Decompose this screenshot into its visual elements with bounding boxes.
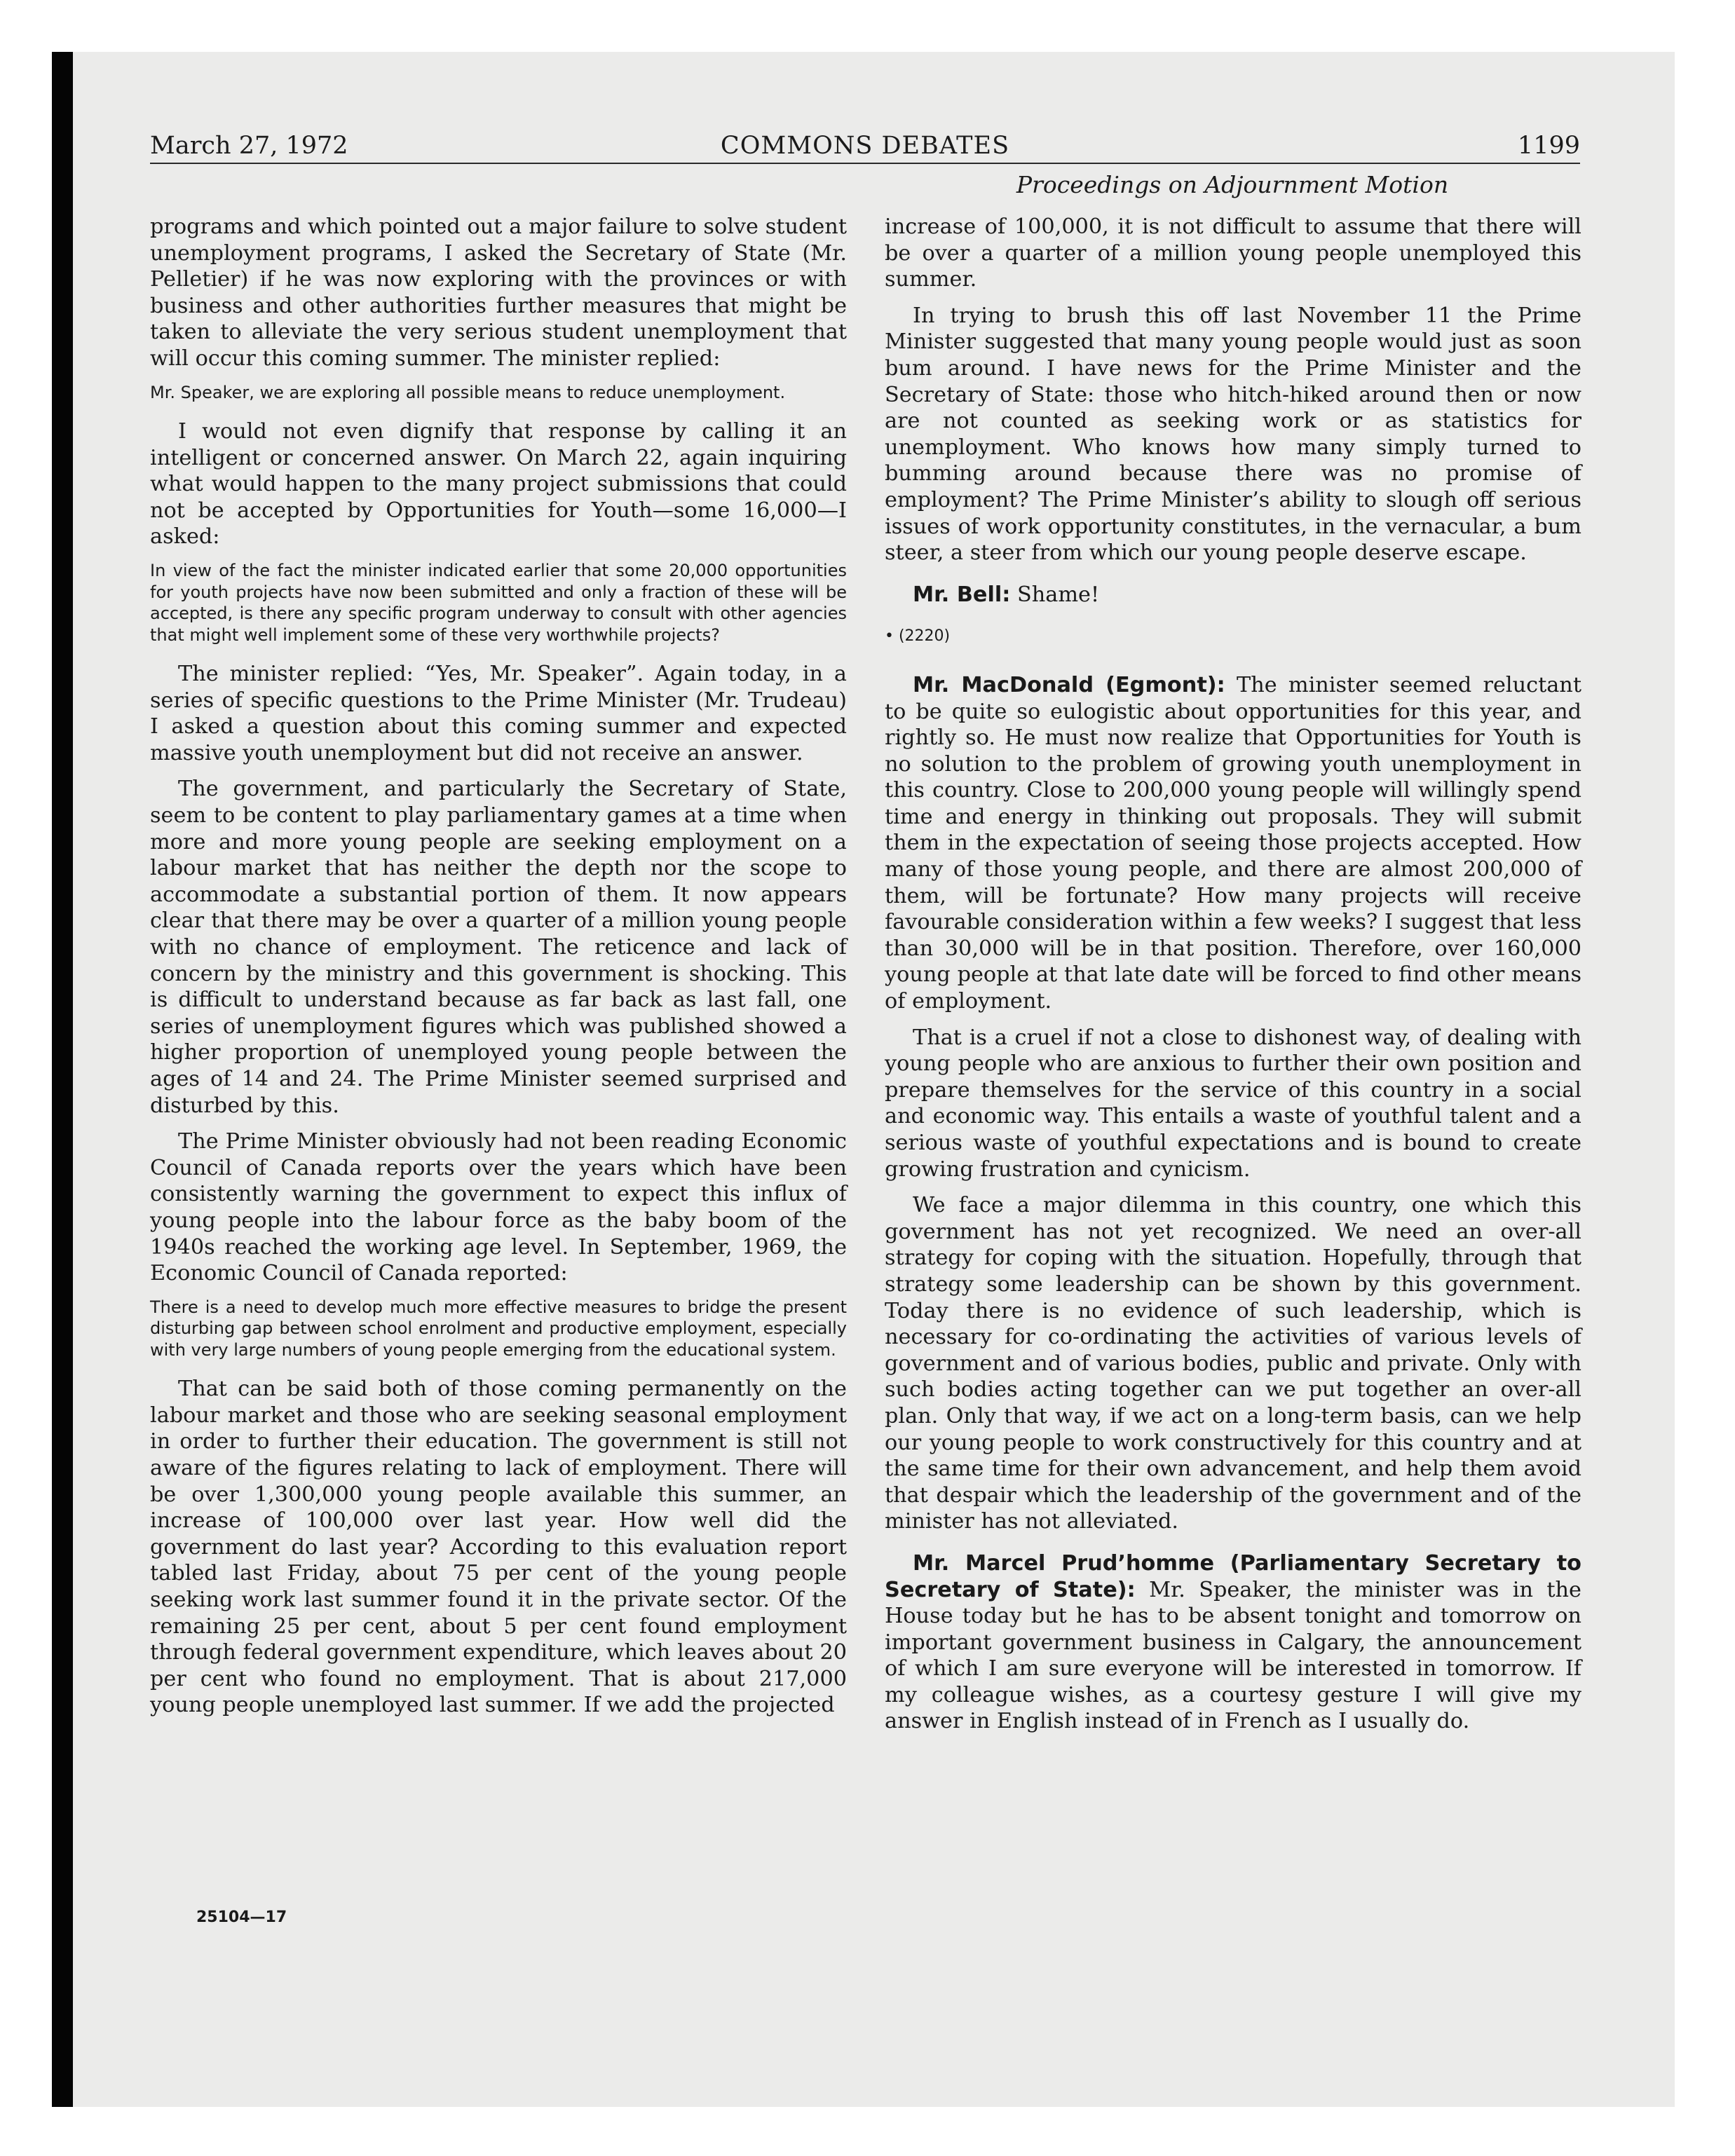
block-quote: In view of the fact the minister indicated earlier that some 20,000 opportunities for youth projects have now been submitted and only a fraction of these will be accepted, is there any specific program underway to consult with other agencies that might well implement some of these very worthwhile projects?	[150, 561, 847, 645]
speaker-name: Mr. MacDonald (Egmont):	[913, 672, 1225, 697]
paragraph: The Prime Minister obviously had not been reading Economic Council of Canada reports over the years which have been consistently warning the government to expect this influx of young people into the labour force as the baby boom of the 1940s reached the working age level. In September, 1969, the Economic Council of Canada reported:	[150, 1129, 847, 1286]
left-column	[150, 214, 847, 1728]
paragraph: increase of 100,000, it is not difficult to assume that there will be over a quarter of a million young people unemployed this summer.	[885, 214, 1581, 292]
print-code: 25104—17	[196, 1909, 287, 1926]
speech-prudhomme	[885, 1550, 1581, 1735]
binding-edge	[52, 52, 73, 2107]
block-quote: Mr. Speaker, we are exploring all possible means to reduce unemployment.	[150, 382, 786, 402]
speech-text: The minister seemed reluctant to be quite so eulogistic about opportunities for this year, and rightly so. He must now realize that Opportunities for Youth is no solution to the problem of growing youth unemployment in this country. Close to 200,000 young people will willingly spend time and energy in thinking out proposals. They will submit them in the expectation of seeing those projects accepted. How many of those young people, and there are almost 200,000 of them, will be fortunate? How many projects will receive favourable consideration within a few weeks? I suggest that less than 30,000 will be in that position. Therefore, over 160,000 young people at that late date will be forced to find other means of employment.	[885, 672, 1581, 1014]
running-header	[150, 126, 1580, 164]
block-quote: There is a need to develop much more effective measures to bridge the present disturbing gap between school enrolment and productive employment, especially with very large numbers of young people emerging from the educational system.	[150, 1297, 847, 1360]
paragraph: That can be said both of those coming permanently on the labour market and those who are seeking seasonal employment in order to further their education. The government is still not aware of the figures relating to lack of employment. There will be over 1,300,000 young people available this summer, an increase of 100,000 over last year. How well did the government do last year? According to this evaluation report tabled last Friday, about 75 per cent of the young people seeking work last summer found it in the private sector. Of the remaining 25 per cent, about 5 per cent found employment through federal government expenditure, which leaves about 20 per cent who found no employment. That is about 217,000 young people unemployed last summer. If we add the projected	[150, 1377, 847, 1718]
paragraph: That is a cruel if not a close to dishonest way, of dealing with young people who are anxious to further their own position and prepare themselves for the service of this country in a social and economic way. This entails a waste of youthful talent and a serious waste of youthful expectations and is bound to create growing frustration and cynicism.	[885, 1025, 1581, 1182]
speech-bell	[885, 582, 1581, 608]
time-marker: • (2220)	[885, 627, 951, 646]
paragraph: In trying to brush this off last November 11 the Prime Minister suggested that many young people would just as soon bum around. I have news for the Prime Minister and the Secretary of State: those who hitch-hiked around then or now are not counted as seeking work or as statistics for unemployment. Who knows how many simply turned to bumming around because there was no promise of employment? The Prime Minister’s ability to slough off serious issues of work opportunity constitutes, in the vernacular, a bum steer, a steer from which our young people deserve escape.	[885, 303, 1581, 566]
speech-text: Shame!	[1017, 582, 1100, 607]
page-number: 1199	[1517, 132, 1580, 160]
section-subheading: Proceedings on Adjournment Motion	[1016, 171, 1449, 198]
paragraph: The government, and particularly the Secretary of State, seem to be content to play parliamentary games at a time when more and more young people are seeking employment on a labour market that has neither the depth nor the scope to accommodate a substantial portion of them. It now appears clear that there may be over a quarter of a million young people with no chance of employment. The reticence and lack of concern by the ministry and this government is shocking. This is difficult to understand because as far back as last fall, one series of unemployment figures which was published showed a higher proportion of unemployed young people between the ages of 14 and 24. The Prime Minister seemed surprised and disturbed by this.	[150, 777, 847, 1118]
header-date: March 27, 1972	[150, 132, 348, 160]
paragraph: The minister replied: “Yes, Mr. Speaker”. Again today, in a series of specific questions to the Prime Minister (Mr. Trudeau) I asked a question about this coming summer and expected massive youth unemployment but did not receive an answer.	[150, 662, 847, 765]
speech-text: Mr. Speaker, the minister was in the House today but he has to be absent tonight and tomorrow on important government business in Calgary, the announcement of which I am sure everyone will be interested in tomorrow. If my colleague wishes, as a courtesy gesture I will give my answer in English instead of in French as I usually do.	[885, 1577, 1581, 1734]
paragraph: I would not even dignify that response by calling it an intelligent or concerned answer. On March 22, again inquiring what would happen to the many project submissions that could not be accepted by Opportunities for Youth—some 16,000—I asked:	[150, 419, 847, 550]
paragraph: programs and which pointed out a major failure to solve student unemployment programs, I asked the Secretary of State (Mr. Pelletier) if he was now exploring with the provinces or with business and other authorities further measures that might be taken to alleviate the very serious student unemployment that will occur this coming summer. The minister replied:	[150, 214, 847, 371]
header-title: COMMONS DEBATES	[720, 132, 1010, 160]
right-column	[885, 214, 1581, 1745]
speech-macdonald	[885, 672, 1581, 1015]
paragraph: We face a major dilemma in this country, one which this government has not yet recognized. We need an over-all strategy for coping with the situation. Hopefully, through that strategy some leadership can be shown by this government. Today there is no evidence of such leadership, which is necessary for co-ordinating the activities of various levels of government and of various bodies, public and private. Only with such bodies acting together can we put together an over-all plan. Only that way, if we act on a long-term basis, can we help our young people to work constructively for this country and at the same time for their own advancement, and help them avoid that despair which the leadership of the government and of the minister has not alleviated.	[885, 1193, 1581, 1534]
speaker-name: Mr. Bell:	[913, 582, 1011, 607]
speaker-name: Mr. Marcel Prud’homme (Parliamentary Secretary to Secretary of State):	[885, 1550, 1581, 1602]
